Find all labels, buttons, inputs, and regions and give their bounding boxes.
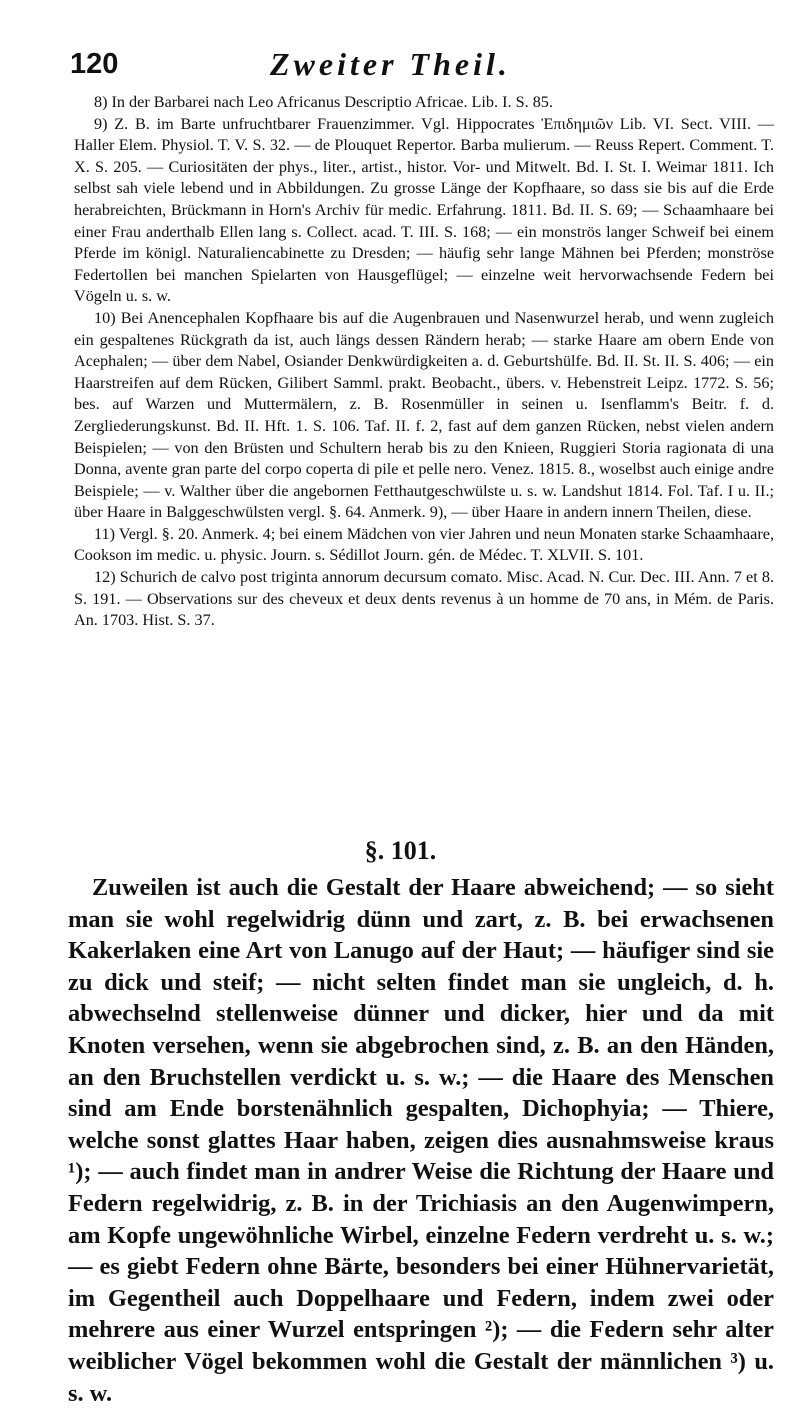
running-head: Zweiter Theil. — [270, 46, 511, 82]
footnote-12: 12) Schurich de calvo post triginta annorum decursum comato. Misc. Acad. N. Cur. Dec. III. Ann. 7 et 8. S. 191. — Observations sur des cheveux et deux dents revenus à un homme de 70 ans, in Mém. de Paris. An. 1703. Hist. S. 37. — [74, 568, 774, 630]
section-heading: §. 101. — [364, 836, 437, 865]
section-body — [68, 872, 774, 1409]
footnote-11: 11) Vergl. §. 20. Anmerk. 4; bei einem Mädchen von vier Jahren und neun Monaten starke Schaamhaare, Cookson im medic. u. physic. Journ. s. Sédillot Journ. gén. de Médec. T. XLVII. S. 101. — [74, 524, 774, 565]
body-paragraph: Zuweilen ist auch die Gestalt der Haare abweichend; — so sieht man sie wohl regelwidrig dünn und zart, z. B. bei erwachsenen Kakerlaken eine Art von Lanugo auf der Haut; — häufiger sind sie zu dick und steif; — nicht selten findet man sie ungleich, d. h. abwechselnd stellenweise dünner und dicker, hier und da mit Knoten versehen, wenn sie abgebrochen sind, z. B. an den Händen, an den Bruchstellen verdickt u. s. w.; — die Haare des Menschen sind am Ende borstenähnlich gespalten, Dichophyia; — Thiere, welche sonst glattes Haar haben, zeigen dies ausnahmsweise kraus ¹); — auch findet man in andrer Weise die Richtung der Haare und Federn regelwidrig, z. B. in der Trichiasis an den Augenwimpern, am Kopfe ungewöhnliche Wirbel, einzelne Federn verdreht u. s. w.; — es giebt Federn ohne Bärte, besonders bei einer Hühnervarietät, im Gegentheil auch Doppelhaare und Federn, indem zwei oder mehrere aus einer Wurzel entspringen ²); — die Federn sehr alter weiblicher Vögel bekommen wohl die Gestalt der männlichen ³) u. s. w. — [68, 874, 774, 1407]
page-header — [70, 48, 770, 88]
footnote-9: 9) Z. B. im Barte unfruchtbarer Frauenzimmer. Vgl. Hippocrates Ἐπιδημιῶν Lib. VI. Sect. VIII. — Haller Elem. Physiol. T. V. S. 32. — de Plouquet Repertor. Barba mulierum. — Reuss Repert. Comment. T. X. S. 205. — Curiositäten der phys., liter., artist., histor. Vor- und Mitwelt. Bd. I. St. I. Weimar 1811. Ich selbst sah viele lebend und in Abbildungen. Zu grosse Länge der Kopfhaare, so dass sie bis auf die Erde herabreichten, Brückmann in Horn's Archiv für medic. Erfahrung. 1811. Bd. II. S. 69; — Schaamhaare bei einer Frau anderthalb Ellen lang s. Collect. acad. T. III. S. 168; — ein monströs langer Schweif bei einem Pferde im königl. Naturaliencabinette zu Dresden; — häufig sehr lange Mähnen bei Pferden; monströse Federtollen bei manchen Spielarten von Hausgeflügel; — einzelne weit hervorwachsende Federn bei Vögeln u. s. w. — [74, 114, 774, 306]
page-number: 120 — [70, 48, 119, 80]
footnote-10: 10) Bei Anencephalen Kopfhaare bis auf die Augenbrauen und Nasenwurzel herab, und wenn zugleich ein gespaltenes Rückgrath da ist, auch längs dessen Rändern herab; — starke Haare am obern Ende von Acephalen; — über dem Nabel, Osiander Denkwürdigkeiten a. d. Geburtshülfe. Bd. II. St. II. S. 406; — ein Haarstreifen auf dem Rücken, Gilibert Samml. prakt. Beobacht., übers. v. Hebenstreit Leipz. 1772. S. 56; bes. auf Warzen und Muttermälern, z. B. Rosenmüller in seinen u. Isenflamm's Beitr. f. d. Zergliederungskunst. Bd. II. Hft. 1. S. 106. Taf. II. f. 2, fast auf dem ganzen Rücken, nebst vielen andern Beispielen; — von den Brüsten und Schultern herab bis zu den Knieen, Ruggieri Storia ragionata di una Donna, avente gran parte del corpo coperta di pile et pelle nero. Venez. 1815. 8., woselbst auch einige andre Beispiele; — v. Walther über die angebornen Fetthautgeschwülste u. s. w. Landshut 1814. Fol. Taf. I u. II.; über Haare in Balggeschwülsten vergl. §. 64. Anmerk. 9), — über Haare in andern innern Theilen, diese. — [74, 308, 774, 522]
footnote-8: 8) In der Barbarei nach Leo Africanus Descriptio Africae. Lib. I. S. 85. — [94, 93, 553, 111]
footnotes — [74, 92, 774, 632]
